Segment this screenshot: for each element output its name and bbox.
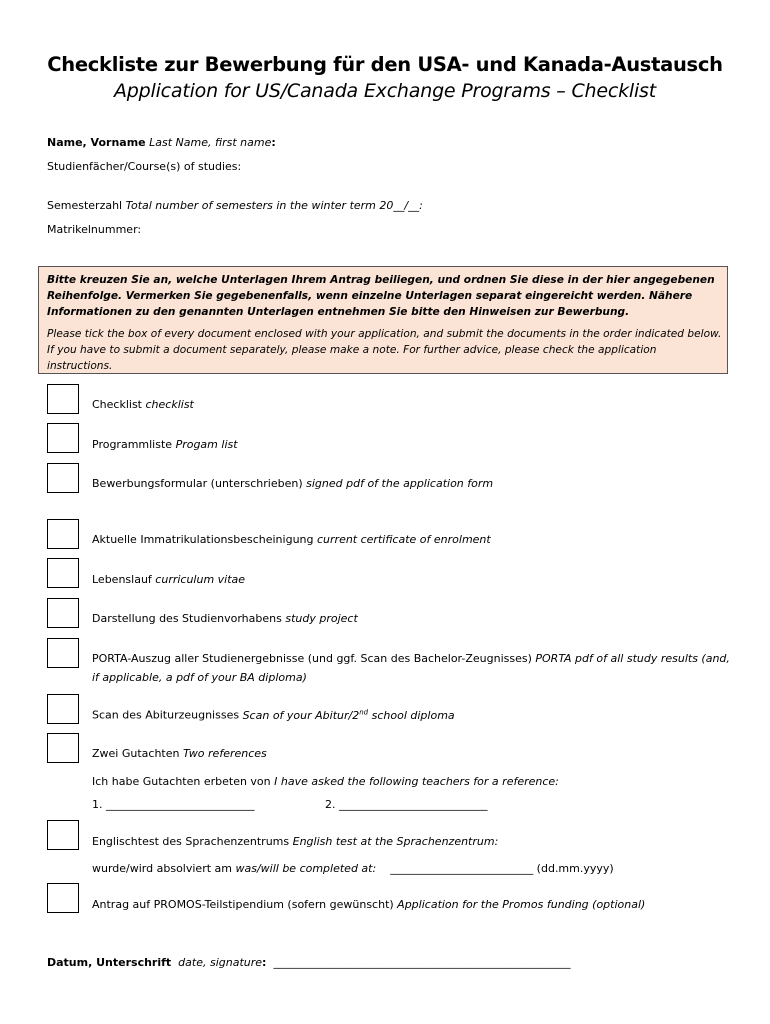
- english-test-date: [92, 862, 614, 875]
- checkbox-english-test[interactable]: [47, 820, 79, 850]
- checkbox-references[interactable]: [47, 733, 79, 763]
- item-cv: [92, 573, 245, 586]
- item-label-de: Checklist: [92, 398, 142, 411]
- checkbox-porta-results[interactable]: [47, 638, 79, 668]
- name-label-en: Last Name, first name: [149, 136, 272, 149]
- semester-label-de: Semesterzahl: [47, 199, 123, 212]
- item-label-en: English test at the Sprachenzentrum:: [292, 835, 499, 848]
- item-label-en: Progam list: [175, 438, 238, 451]
- item-label-en: study project: [285, 612, 358, 625]
- english-test-date-blank[interactable]: __________________________ (dd.mm.yyyy): [390, 862, 614, 875]
- english-test-label-en: was/will be completed at:: [235, 862, 377, 875]
- item-label-de: Scan des Abiturzeugnisses: [92, 708, 240, 722]
- name-field-label: [47, 136, 276, 149]
- item-label-en-sup: nd: [359, 708, 369, 716]
- signature-label-de: Datum, Unterschrift: [47, 956, 172, 969]
- english-test-label-de: wurde/wird absolviert am: [92, 862, 232, 875]
- checkbox-cv[interactable]: [47, 558, 79, 588]
- signature-line: [47, 956, 570, 969]
- instructions-german: Bitte kreuzen Sie an, welche Unterlagen Ihrem Antrag beiliegen, und ordnen Sie diese in der hier angegebenen Reihenfolge. Vermerken Sie gegebenenfalls, wenn einzelne Unterlagen separat eingereicht werden. Nähere Informationen zu den genannten Unterlagen entnehmen Sie bitte den Hinweisen zur Bewerbung.: [47, 274, 715, 318]
- item-label-en: current certificate of enrolment: [317, 533, 491, 546]
- item-enrolment-certificate: [92, 533, 491, 546]
- item-label-de: Aktuelle Immatrikulationsbescheinigung: [92, 533, 314, 546]
- checkbox-promos[interactable]: [47, 883, 79, 913]
- item-label-en: Application for the Promos funding (optional): [397, 898, 646, 911]
- item-checklist: [92, 398, 194, 411]
- checkbox-abitur[interactable]: [47, 694, 79, 724]
- item-references: [92, 747, 267, 760]
- semester-field-label: [47, 199, 423, 212]
- item-label-en: checklist: [145, 398, 194, 411]
- instructions-box: [38, 266, 728, 374]
- checkbox-checklist[interactable]: [47, 384, 79, 414]
- item-porta-results: [92, 649, 732, 687]
- reference-2-line[interactable]: 2. ___________________________: [325, 798, 488, 811]
- item-label-en: signed pdf of the application form: [306, 477, 494, 490]
- item-label-de: Programmliste: [92, 438, 173, 451]
- course-field-label: Studienfächer/Course(s) of studies:: [47, 160, 242, 173]
- signature-blank[interactable]: ______________________________________________________: [273, 956, 571, 969]
- item-program-list: [92, 438, 238, 451]
- item-label-de: Darstellung des Studienvorhabens: [92, 612, 282, 625]
- item-label-de: Zwei Gutachten: [92, 747, 180, 760]
- references-intro: [92, 775, 559, 788]
- name-label-de: Name, Vorname: [47, 136, 146, 149]
- checkbox-program-list[interactable]: [47, 423, 79, 453]
- semester-label-en: Total number of semesters in the winter term 20__/__:: [125, 199, 423, 212]
- reference-1-line[interactable]: 1. ___________________________: [92, 798, 255, 811]
- item-abitur: [92, 708, 455, 722]
- item-english-test: [92, 835, 498, 848]
- checkbox-application-form[interactable]: [47, 463, 79, 493]
- item-label-en: [243, 709, 455, 722]
- item-label-en: Two references: [182, 747, 267, 760]
- references-intro-de: Ich habe Gutachten erbeten von: [92, 775, 271, 788]
- item-promos: [92, 898, 645, 911]
- checkbox-enrolment-certificate[interactable]: [47, 519, 79, 549]
- item-label-de: Englischtest des Sprachenzentrums: [92, 835, 290, 848]
- title-english: Application for US/Canada Exchange Programs – Checklist: [113, 80, 657, 102]
- item-label-en: PORTA pdf of all study results (and, if applicable, a pdf of your BA diploma): [92, 652, 730, 684]
- signature-label-en: date, signature: [178, 956, 263, 969]
- instructions-english: Please tick the box of every document enclosed with your application, and submit the documents in the order indicated below. If you have to submit a document separately, please make a note. For further advice, please check the application instructions.: [47, 328, 722, 372]
- item-label-en-a: Scan of your Abitur/2: [242, 708, 360, 722]
- item-label-de: PORTA-Auszug aller Studienergebnisse (und ggf. Scan des Bachelor-Zeugnisses): [92, 652, 532, 665]
- item-label-de: Bewerbungsformular (unterschrieben): [92, 477, 303, 490]
- matrikel-field-label: Matrikelnummer:: [47, 223, 142, 236]
- item-label-en-b: school diploma: [368, 708, 455, 722]
- item-study-project: [92, 612, 358, 625]
- item-application-form: [92, 477, 493, 490]
- item-label-en: curriculum vitae: [155, 573, 246, 586]
- signature-colon: :: [262, 956, 267, 969]
- item-label-de: Antrag auf PROMOS-Teilstipendium (sofern gewünscht): [92, 898, 394, 911]
- name-colon: :: [271, 136, 276, 149]
- title-german: Checkliste zur Bewerbung für den USA- und Kanada-Austausch: [47, 53, 723, 76]
- checkbox-study-project[interactable]: [47, 598, 79, 628]
- item-label-de: Lebenslauf: [92, 573, 152, 586]
- references-intro-en: I have asked the following teachers for a reference:: [274, 775, 559, 788]
